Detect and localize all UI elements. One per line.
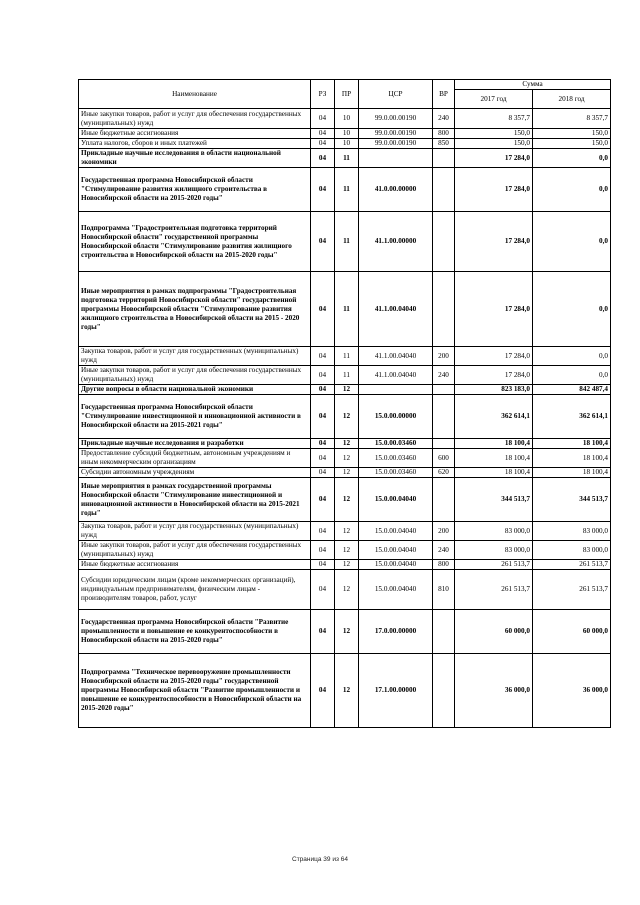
cell-sum-2018: 83 000,0: [533, 541, 611, 560]
cell-vr: 850: [433, 139, 455, 149]
table-body: [79, 109, 611, 728]
cell-pr: 12: [335, 610, 359, 654]
cell-csr: 41.1.00.04040: [359, 272, 433, 347]
cell-rz: 04: [311, 560, 335, 570]
cell-name: Государственная программа Новосибирской области "Стимулирование развития жилищного строительства в Новосибирской области на 2015-2020 годы": [79, 168, 311, 212]
table-row: [79, 347, 611, 366]
cell-rz: 04: [311, 139, 335, 149]
cell-pr: 12: [335, 449, 359, 468]
cell-sum-2018: 0,0: [533, 212, 611, 272]
cell-pr: 12: [335, 522, 359, 541]
cell-csr: 15.0.00.03460: [359, 449, 433, 468]
table-row: [79, 366, 611, 385]
cell-pr: 10: [335, 139, 359, 149]
cell-vr: [433, 149, 455, 168]
cell-rz: 04: [311, 439, 335, 449]
cell-vr: 240: [433, 109, 455, 129]
cell-rz: 04: [311, 385, 335, 395]
cell-sum-2018: 842 487,4: [533, 385, 611, 395]
header-year-2018: 2018 год: [533, 90, 611, 109]
cell-csr: 17.0.00.00000: [359, 610, 433, 654]
cell-csr: 15.0.00.04040: [359, 478, 433, 522]
cell-rz: 04: [311, 395, 335, 439]
cell-sum-2017: 18 100,4: [455, 468, 533, 478]
table-row: [79, 541, 611, 560]
cell-sum-2018: 150,0: [533, 139, 611, 149]
cell-name: Иные бюджетные ассигнования: [79, 129, 311, 139]
cell-sum-2017: 17 284,0: [455, 272, 533, 347]
cell-pr: 12: [335, 570, 359, 610]
cell-sum-2018: 60 000,0: [533, 610, 611, 654]
cell-vr: 800: [433, 560, 455, 570]
cell-rz: 04: [311, 541, 335, 560]
cell-sum-2017: 17 284,0: [455, 366, 533, 385]
cell-sum-2017: 150,0: [455, 139, 533, 149]
cell-pr: 11: [335, 168, 359, 212]
cell-pr: 12: [335, 560, 359, 570]
header-vr: ВР: [433, 80, 455, 109]
cell-rz: 04: [311, 272, 335, 347]
cell-name: Закупка товаров, работ и услуг для государственных (муниципальных) нужд: [79, 522, 311, 541]
cell-name: Прикладные научные исследования и разработки: [79, 439, 311, 449]
header-name: Наименование: [79, 80, 311, 109]
cell-csr: 41.1.00.00000: [359, 212, 433, 272]
header-pr: ПР: [335, 80, 359, 109]
table-row: [79, 212, 611, 272]
cell-sum-2018: 150,0: [533, 129, 611, 139]
table-row: [79, 610, 611, 654]
cell-name: Подпрограмма "Градостроительная подготовка территорий Новосибирской области" государственной программы Новосибирской области "Стимулирование развития жилищного строительства в Новосибирской области на 2015-2020 годы": [79, 212, 311, 272]
table-row: [79, 560, 611, 570]
cell-csr: 99.0.00.00190: [359, 109, 433, 129]
cell-vr: 200: [433, 347, 455, 366]
cell-pr: 12: [335, 468, 359, 478]
cell-vr: 240: [433, 541, 455, 560]
cell-csr: 15.0.00.00000: [359, 395, 433, 439]
table-row: [79, 654, 611, 728]
table-row: [79, 522, 611, 541]
cell-sum-2017: 150,0: [455, 129, 533, 139]
cell-rz: 04: [311, 347, 335, 366]
cell-pr: 11: [335, 366, 359, 385]
cell-csr: 15.0.00.03460: [359, 439, 433, 449]
cell-sum-2018: 0,0: [533, 366, 611, 385]
cell-vr: [433, 610, 455, 654]
cell-sum-2017: 823 183,0: [455, 385, 533, 395]
cell-name: Иные мероприятия в рамках подпрограммы "Градостроительная подготовка территорий Новосибирской области" государственной программы Новосибирской области "Стимулирование развития жилищного строительства в Новосибирской области на 2015 - 2020 годы": [79, 272, 311, 347]
page-number: Страница 39 из 64: [292, 856, 348, 863]
cell-sum-2018: 261 513,7: [533, 560, 611, 570]
cell-pr: 12: [335, 439, 359, 449]
cell-csr: [359, 385, 433, 395]
cell-pr: 12: [335, 541, 359, 560]
cell-sum-2018: 362 614,1: [533, 395, 611, 439]
cell-name: Подпрограмма "Техническое перевооружение промышленности Новосибирской области на 2015-2020 годы" государственной программы Новосибирской области "Развитие промышленности и повышение ее конкурентоспособности в Новосибирской области на 2015-2020 годы": [79, 654, 311, 728]
cell-vr: [433, 395, 455, 439]
cell-pr: 10: [335, 109, 359, 129]
cell-rz: 04: [311, 468, 335, 478]
cell-rz: 04: [311, 149, 335, 168]
cell-sum-2017: 17 284,0: [455, 168, 533, 212]
table-row: [79, 109, 611, 129]
cell-csr: 15.0.00.03460: [359, 468, 433, 478]
cell-sum-2018: 0,0: [533, 272, 611, 347]
cell-vr: 600: [433, 449, 455, 468]
cell-pr: 12: [335, 385, 359, 395]
cell-sum-2017: 17 284,0: [455, 212, 533, 272]
cell-sum-2017: 8 357,7: [455, 109, 533, 129]
cell-name: Иные закупки товаров, работ и услуг для обеспечения государственных (муниципальных) нужд: [79, 541, 311, 560]
cell-vr: 800: [433, 129, 455, 139]
table-row: [79, 439, 611, 449]
table-row: [79, 139, 611, 149]
cell-name: Государственная программа Новосибирской области "Развитие промышленности и повышение ее конкурентоспособности в Новосибирской области на 2015-2020 годы": [79, 610, 311, 654]
cell-sum-2017: 344 513,7: [455, 478, 533, 522]
cell-sum-2018: 18 100,4: [533, 449, 611, 468]
cell-name: Иные мероприятия в рамках государственной программы Новосибирской области "Стимулирование инвестиционной и инновационной активности в Новосибирской области на 2015-2021 годы": [79, 478, 311, 522]
table-row: [79, 129, 611, 139]
cell-sum-2017: 362 614,1: [455, 395, 533, 439]
cell-vr: 240: [433, 366, 455, 385]
table-row: [79, 570, 611, 610]
cell-name: Государственная программа Новосибирской области "Стимулирование инвестиционной и инновационной активности в Новосибирской области на 2015-2021 годы": [79, 395, 311, 439]
cell-pr: 11: [335, 272, 359, 347]
cell-vr: [433, 385, 455, 395]
header-year-2017: 2017 год: [455, 90, 533, 109]
cell-pr: 11: [335, 212, 359, 272]
cell-sum-2018: 261 513,7: [533, 570, 611, 610]
table-row: [79, 149, 611, 168]
cell-sum-2018: 8 357,7: [533, 109, 611, 129]
cell-sum-2017: 261 513,7: [455, 570, 533, 610]
cell-rz: 04: [311, 478, 335, 522]
cell-name: Прикладные научные исследования в области национальной экономики: [79, 149, 311, 168]
header-rz: РЗ: [311, 80, 335, 109]
cell-vr: [433, 272, 455, 347]
table-row: [79, 478, 611, 522]
cell-sum-2017: 60 000,0: [455, 610, 533, 654]
cell-pr: 12: [335, 395, 359, 439]
cell-name: Уплата налогов, сборов и иных платежей: [79, 139, 311, 149]
cell-name: Иные закупки товаров, работ и услуг для обеспечения государственных (муниципальных) нужд: [79, 366, 311, 385]
cell-csr: 99.0.00.00190: [359, 129, 433, 139]
cell-sum-2017: 17 284,0: [455, 347, 533, 366]
cell-sum-2018: 0,0: [533, 168, 611, 212]
cell-sum-2017: 36 000,0: [455, 654, 533, 728]
cell-pr: 12: [335, 654, 359, 728]
cell-rz: 04: [311, 610, 335, 654]
table-row: [79, 449, 611, 468]
cell-csr: 15.0.00.04040: [359, 522, 433, 541]
cell-pr: 11: [335, 149, 359, 168]
cell-rz: 04: [311, 168, 335, 212]
cell-vr: [433, 478, 455, 522]
cell-sum-2018: 83 000,0: [533, 522, 611, 541]
cell-csr: 99.0.00.00190: [359, 139, 433, 149]
cell-csr: 41.1.00.04040: [359, 366, 433, 385]
cell-csr: 41.1.00.04040: [359, 347, 433, 366]
cell-rz: 04: [311, 449, 335, 468]
cell-name: Субсидии юридическим лицам (кроме некоммерческих организаций), индивидуальным предпринимателям, физическим лицам - производителям товаров, работ, услуг: [79, 570, 311, 610]
cell-rz: 04: [311, 212, 335, 272]
budget-table: [78, 79, 611, 728]
cell-pr: 10: [335, 129, 359, 139]
header-csr: ЦСР: [359, 80, 433, 109]
cell-name: Другие вопросы в области национальной экономики: [79, 385, 311, 395]
cell-sum-2018: 18 100,4: [533, 439, 611, 449]
cell-csr: 15.0.00.04040: [359, 560, 433, 570]
cell-pr: 12: [335, 478, 359, 522]
cell-csr: 17.1.00.00000: [359, 654, 433, 728]
table-row: [79, 272, 611, 347]
cell-name: Иные закупки товаров, работ и услуг для обеспечения государственных (муниципальных) нужд: [79, 109, 311, 129]
cell-csr: 41.0.00.00000: [359, 168, 433, 212]
header-sum: Сумма: [455, 80, 611, 90]
table-row: [79, 468, 611, 478]
table-row: [79, 385, 611, 395]
cell-csr: [359, 149, 433, 168]
cell-sum-2017: 83 000,0: [455, 522, 533, 541]
cell-rz: 04: [311, 129, 335, 139]
table-row: [79, 168, 611, 212]
cell-rz: 04: [311, 654, 335, 728]
cell-sum-2017: 18 100,4: [455, 439, 533, 449]
cell-vr: [433, 439, 455, 449]
cell-vr: 620: [433, 468, 455, 478]
cell-name: Предоставление субсидий бюджетным, автономным учреждениям и иным некоммерческим организациям: [79, 449, 311, 468]
cell-name: Закупка товаров, работ и услуг для государственных (муниципальных) нужд: [79, 347, 311, 366]
cell-pr: 11: [335, 347, 359, 366]
cell-csr: 15.0.00.04040: [359, 541, 433, 560]
cell-rz: 04: [311, 570, 335, 610]
table-row: [79, 395, 611, 439]
cell-vr: [433, 168, 455, 212]
cell-sum-2017: 83 000,0: [455, 541, 533, 560]
cell-sum-2018: 36 000,0: [533, 654, 611, 728]
cell-name: Субсидии автономным учреждениям: [79, 468, 311, 478]
cell-csr: 15.0.00.04040: [359, 570, 433, 610]
cell-sum-2018: 18 100,4: [533, 468, 611, 478]
cell-sum-2017: 17 284,0: [455, 149, 533, 168]
cell-sum-2018: 0,0: [533, 347, 611, 366]
cell-rz: 04: [311, 522, 335, 541]
cell-vr: [433, 212, 455, 272]
cell-rz: 04: [311, 366, 335, 385]
cell-vr: 200: [433, 522, 455, 541]
cell-sum-2018: 0,0: [533, 149, 611, 168]
cell-vr: 810: [433, 570, 455, 610]
cell-sum-2018: 344 513,7: [533, 478, 611, 522]
cell-sum-2017: 18 100,4: [455, 449, 533, 468]
cell-rz: 04: [311, 109, 335, 129]
cell-sum-2017: 261 513,7: [455, 560, 533, 570]
cell-vr: [433, 654, 455, 728]
cell-name: Иные бюджетные ассигнования: [79, 560, 311, 570]
